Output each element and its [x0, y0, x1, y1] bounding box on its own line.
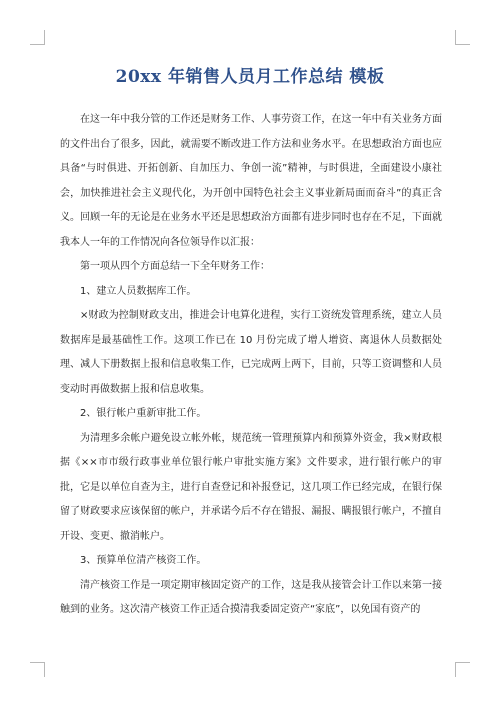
crop-mark-top-right	[455, 30, 470, 45]
paragraph-item-1-heading: 1、建立人员数据库工作。	[80, 285, 197, 297]
paragraph-item-1-body: ×财政为控制财政支出，推进会计电算化进程，实行工资统发管理系统，建立人员数据库是最基础性工作。这项工作已在 10 月份完成了增人增资、离退休人员数据处理、减人下册数据上报和信息收集工作，已完成两上两下，目前，只等工资调整和人员变动时再做数据上报和信息收集。	[60, 310, 442, 395]
paragraph-item-3-body: 清产核资工作是一项定期审核固定资产的工作，这是我从接管会计工作以来第一接触到的业务。这次清产核资工作正适合摸清我委固定资产“家底”，以免国有资产的	[60, 579, 442, 615]
paragraph-item-2-body: 为清理多余帐户避免设立帐外帐，规范统一管理预算内和预算外资金，我×财政根据《××市市级行政事业单位银行帐户审批实施方案》文件要求，进行银行帐户的审批，它是以单位自查为主，进行自查登记和补报登记，这几项工作已经完成，在银行保留了财政要求应该保留的帐户，并承诺今后不存在错报、漏报、瞒报银行帐户，不擅自开设、变更、撤消帐户。	[60, 432, 442, 542]
crop-mark-bottom-right	[455, 662, 470, 677]
document-body	[60, 108, 442, 623]
paragraph-item-3-heading: 3、预算单位清产核资工作。	[80, 555, 207, 566]
paragraph-intro: 在这一年中我分管的工作还是财务工作、人事劳资工作，在这一年中有关业务方面的文件出台了很多，因此，就需要不断改进工作方法和业务水平。在思想政治方面也应具备“与时俱进、开拓创新、自加压力、争创一流”精神，与时俱进，全面建设小康社会，加快推进社会主义现代化，为开创中国特色社会主义事业新局面而奋斗”的真正含义。回顾一年的无论是在业务水平还是思想政治方面都有进步同时也存在不足，下面就我本人一年的工作情况向各位领导作以汇报：	[60, 114, 442, 248]
paragraph-section-heading: 第一项从四个方面总结一下全年财务工作：	[80, 261, 270, 272]
paragraph-item-2-heading: 2、银行帐户重新审批工作。	[80, 408, 207, 419]
document-title: 20xx 年销售人员月工作总结 模板	[115, 67, 385, 87]
crop-mark-top-left	[30, 30, 45, 45]
crop-mark-bottom-left	[30, 662, 45, 677]
